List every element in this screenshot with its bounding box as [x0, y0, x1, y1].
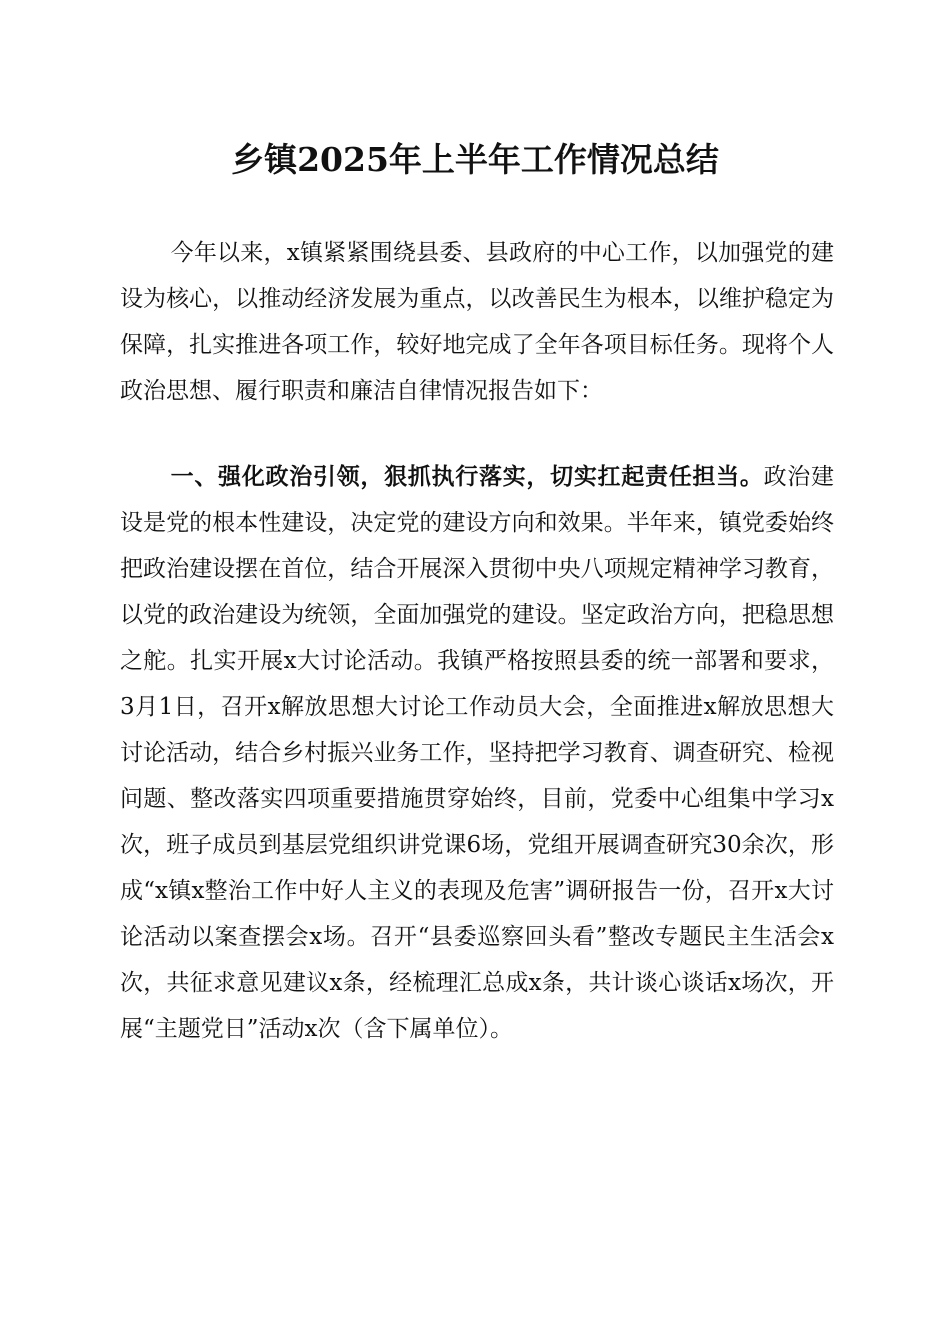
section-1-heading: 一、强化政治引领，狠抓执行落实，切实扛起责任担当。 [170, 464, 764, 490]
section-1-body: 政治建设是党的根本性建设，决定党的建设方向和效果。半年来，镇党委始终把政治建设摆在首位，结合开展深入贯彻中央八项规定精神学习教育，以党的政治建设为统领，全面加强党的建设。坚定政治方向，把稳思想之舵。扎实开展x大讨论活动。我镇严格按照县委的统一部署和要求，3月1日，召开x解放思想大讨论工作动员大会，全面推进x解放思想大讨论活动，结合乡村振兴业务工作，坚持把学习教育、调查研究、检视问题、整改落实四项重要措施贯穿始终，目前，党委中心组集中学习x次，班子成员到基层党组织讲党课6场，党组开展调查研究30余次，形成“x镇x整治工作中好人主义的表现及危害”调研报告一份，召开x大讨论活动以案查摆会x场。召开“县委巡察回头看”整改专题民主生活会x次，共征求意见建议x条，经梳理汇总成x条，共计谈心谈话x场次，开展“主题党日”活动x次（含下属单位）。 [120, 464, 834, 1042]
intro-paragraph: 今年以来，x镇紧紧围绕县委、县政府的中心工作，以加强党的建设为核心，以推动经济发展为重点，以改善民生为根本，以维护稳定为保障，扎实推进各项工作，较好地完成了全年各项目标任务。现将个人政治思想、履行职责和廉洁自律情况报告如下： [120, 240, 834, 404]
document-title: 乡镇2025年上半年工作情况总结 [231, 140, 719, 179]
section-1-paragraph [120, 454, 834, 1052]
